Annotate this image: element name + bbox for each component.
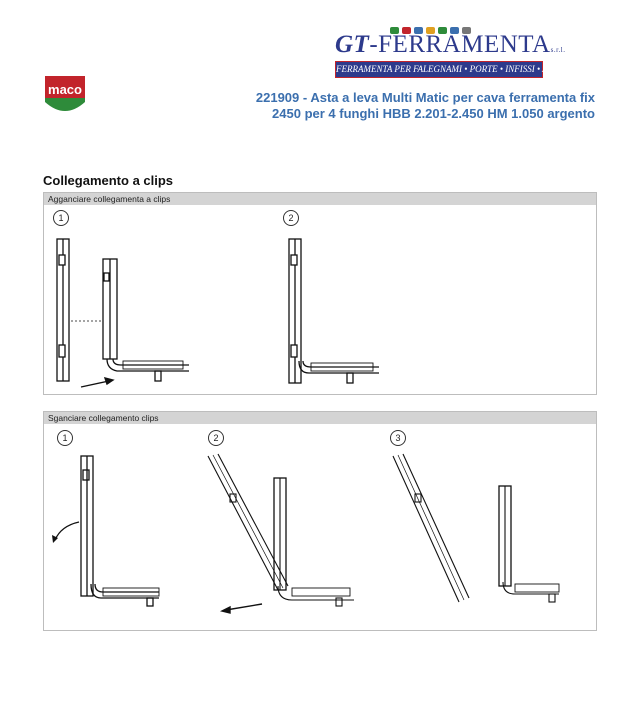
attach-step-2-illustration <box>279 233 439 393</box>
detach-step-2-illustration <box>204 452 374 622</box>
panel-detach-header: Sganciare collegamento clips <box>44 412 596 424</box>
detach-step-3-badge: 3 <box>390 430 406 446</box>
panel-detach <box>43 411 597 631</box>
brand-header <box>335 30 574 78</box>
panel-attach-header: Agganciare collegamenta a clips <box>44 193 596 205</box>
attach-step-1-badge: 1 <box>53 210 69 226</box>
section-heading: Collegamento a clips <box>43 173 174 188</box>
maco-logo <box>42 72 88 118</box>
brand-name <box>335 30 566 60</box>
attach-step-1-illustration <box>49 233 209 393</box>
brand-name-suffix: s.r.l. <box>550 46 566 54</box>
product-title-line-2: 2450 per 4 funghi HBB 2.201-2.450 HM 1.050 argento <box>272 106 595 121</box>
brand-tagline: FERRAMENTA PER FALEGNAMI • PORTE • INFISSI • ARREDI <box>335 61 543 78</box>
detach-step-2-badge: 2 <box>208 430 224 446</box>
product-title-line-1: 221909 - Asta a leva Multi Matic per cava ferramenta fix <box>255 90 595 105</box>
panel-attach <box>43 192 597 395</box>
detach-step-1-badge: 1 <box>57 430 73 446</box>
attach-step-2-badge: 2 <box>283 210 299 226</box>
detach-step-1-illustration <box>49 452 189 612</box>
brand-name-prefix: GT <box>335 31 370 58</box>
detach-step-3-illustration <box>389 452 569 622</box>
logo-text: maco <box>48 82 82 97</box>
brand-name-main: -FERRAMENTA <box>369 31 551 58</box>
